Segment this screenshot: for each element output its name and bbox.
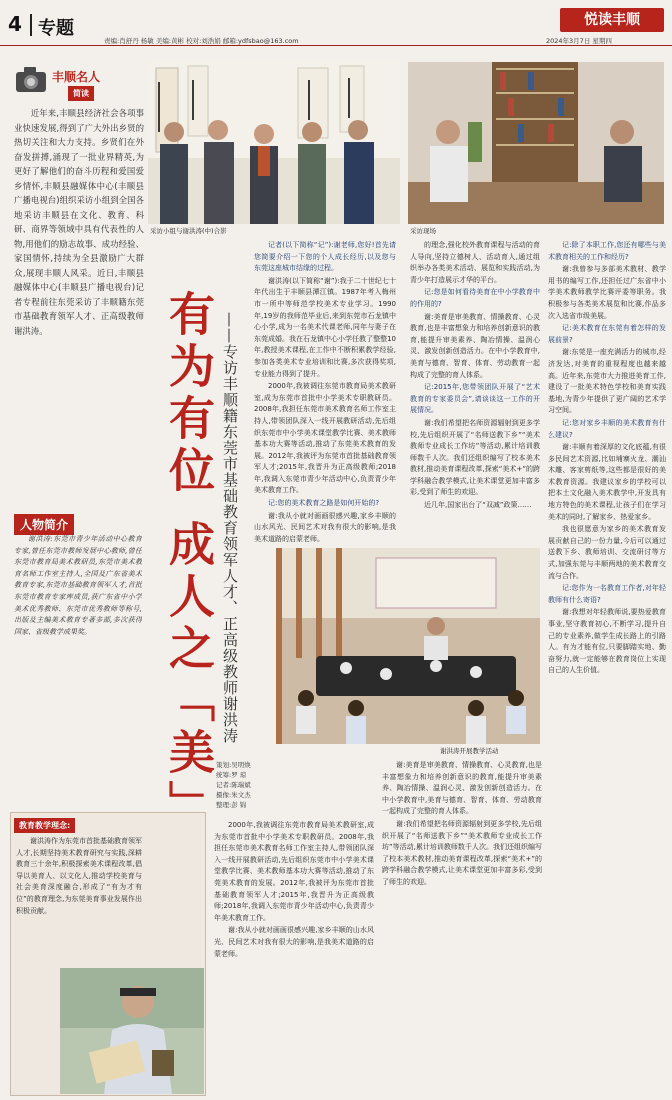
caption-teaching-photo: 谢洪涛开展教学活动 — [440, 747, 499, 755]
issue-date: 2024年3月7日 星期四 — [546, 37, 612, 45]
page-number: 4 — [8, 12, 22, 36]
camera-icon — [14, 64, 48, 94]
profile-label: 人物简介 — [14, 514, 74, 535]
intro-text: 近年来,丰顺县经济社会各项事业快速发展,得到了广大外出乡贤的热切关注和大力支持。乡贤们在外奋发拼搏,涌现了一批业界精英,为更好了解他们的奋斗历程和爱国爱乡情怀,丰顺县融媒体中心(丰顺县广播电视台)组织采访小组到全国各地采访丰顺县在文化、教育、科研、商界等领域中具有代表性的人物,用他们的励志故事、成功经验、家国情怀,持续为全县激励广大群众,展现丰顺人风采。近日,丰顺县融媒体中心(丰顺县广播电视台)记者专程前往东莞采访了丰顺籍东莞市基础教育领军人才、正高级教师谢洪涛。 — [14, 108, 144, 336]
profile-text: 谢洪涛:东莞市青少年活动中心教育专家,曾任东莞市教师发展中心教师,曾任东莞市教育局美术教研员,东莞市美术教育名师工作室主持人,全国及广东省美术教育专家,东莞市基础教育领军人才,首批东莞市教育专家库成员,获广东省中小学美术优秀教师、东莞市优秀教师等称号,出版及主编美术教育专著多部,多次获得国家、省级教学成果奖。 — [14, 535, 142, 636]
article-title: 有为有位 成人之「美」 — [162, 290, 216, 833]
section-title: 专题 — [38, 18, 74, 39]
caption-group-photo: 采访小组与谢洪涛(中)合影 — [150, 227, 227, 235]
credit-line: 记者:陈瑞斌 — [216, 781, 251, 789]
portrait-photo — [60, 968, 204, 1094]
header-divider — [30, 14, 32, 36]
credit-line: 摄像:朱文杰 — [216, 791, 251, 799]
education-text: 谢洪涛作为东莞市首批基础教育领军人才,长期坚持美术教育研究与实践,深耕教育三十余年,积极探索美术课程改革,倡导以美育人、以文化人,推动学校美育与社会美育深度融合,形成了“有为才有位”的教育理念,为东莞美育事业发展作出积极贡献。 — [16, 837, 142, 915]
credit-line: 策划:吴明焕 — [216, 761, 251, 769]
credit-line: 统筹:罗 琼 — [216, 771, 247, 779]
education-label: 教育教学理念: — [14, 818, 75, 833]
interview-photo — [408, 62, 664, 224]
body-column-2: 的理念,强化校外教育课程与活动的育人导向,坚持立德树人、活动育人,通过组织举办各类美术活动、展览和实践活动,为青少年打造展示才华的平台。 记:您是如何看待美育在中小学教育中的作用的? 谢:美育是审美教育、情操教育、心灵教育,也是丰富想象力和培养创新意识的教育,能提升审美素养、陶冶情操、温润心灵、激发创新创造活力。在中小学教育中,美育与德育、智育、体育、劳动教育一起构成了完整的育人体系。 记:2015年,您带领团队开展了“艺术教育的专家委员会”,请谈谈这一工作的开展情况。 谢:我们希望把名师资源辐射到更多学校,先后组织开展了“名师送教下乡”“美术教师专业成长工作坊”等活动,累计培训教师数千人次。我们还组织编写了校本美术教材,推动美育课程改革,探索“美术+”的跨学科融合教学模式,让美术课堂更加丰富多彩,受到了师生的欢迎。 近几年,国家出台了“双减”政策…… — [410, 241, 540, 510]
article-subtitle: ——专访丰顺籍东莞市基础教育领军人才、正高级教师谢洪涛 — [221, 312, 239, 744]
body-column-1: 记者(以下简称“记”):谢老师,您好!首先请您简要介绍一下您的个人成长经历,以及您与东莞这座城市结缘的过程。 谢洪涛(以下简称“谢”):我于二十世纪七十年代出生于丰顺县潭江镇。1987年考入梅州市一所中等师范学校美术专业学习。1990年,19岁的我师范毕业后,来到东莞市石龙镇中心小学,成为一名美术代课老师,同年与妻子在东莞成婚。我在石龙镇中心小学任教了整整10年,教授美术课程,在工作中不断积累教学经验,参加各类美术专业培训和比赛,多次获得奖项,专业能力得到了提升。 2000年,我被调往东莞市教育局美术教研室,成为东莞市首批中小学美术专职教研员。2008年,我担任东莞市美术教育名师工作室主持人,带领团队深入一线开展教研活动,先后组织东莞市中小学美术课堂教学比赛、美术教师基本功大赛等活动,推动了东莞美术教育的发展。2012年,我被评为东莞市首批基础教育领军人才;2015年,我晋升为正高级教师;2018年,我调入东莞市青少年活动中心,负责青少年美术教育工作。 记:您的美术教育之路是如何开始的? 谢:我从小就对画画很感兴趣,家乡丰顺的山水风光、民间艺术对我有很大的影响,是我美术道路的启蒙老师。 — [254, 241, 396, 543]
caption-interview-photo: 采访现场 — [410, 227, 436, 235]
editor-credits: 责编:肖舒丹 杨敏 美编:黄彬 校对:刘浩娟 邮箱:ydfsbao@163.com — [104, 37, 299, 45]
teaching-photo — [276, 548, 540, 744]
credits-list — [216, 760, 251, 810]
column-label: 丰顺名人 — [52, 70, 101, 84]
body-column-lower-1: 2000年,我被调往东莞市教育局美术教研室,成为东莞市首批中小学美术专职教研员。2008年,我担任东莞市美术教育名师工作室主持人,带领团队深入一线开展教研活动,先后组织东莞市中小学美术课堂教学比赛、美术教师基本功大赛等活动,推动了东莞美术教育的发展。2012年,我被评为东莞市首批基础教育领军人才;2015年,我晋升为正高级教师;2018年,我调入东莞市青少年活动中心,负责青少年美术教育工作。 谢:我从小就对画画很感兴趣,家乡丰顺的山水风光、民间艺术对我有很大的影响,是我美术道路的启蒙老师。 — [214, 821, 374, 958]
page-header — [0, 0, 672, 46]
body-column-3: 记:除了本职工作,您还有哪些与美术教育相关的工作和经历? 谢:我曾参与多部美术教材、教学用书的编写工作,还担任过广东省中小学美术教师教学比赛评委等职务。我积极参与各类美术展览和比赛,作品多次入选省市级美展。 记:美术教育在东莞有着怎样的发展前景? 谢:东莞是一座充满活力的城市,经济发达,对美育的重视程度也越来越高。近年来,东莞市大力推进美育工作,建设了一批美术特色学校和美育实践基地,为青少年提供了更广阔的艺术学习空间。 记:您对家乡丰顺的美术教育有什么建议? 谢:丰顺有着深厚的文化底蕴,有很多民间艺术资源,比如埔寨火龙、潮汕木雕、客家剪纸等,这些都是很好的美术教育资源。我建议家乡的学校可以把本土文化融入美术教学中,开发具有地方特色的美术课程,让孩子们在学习美术的同时,了解家乡、热爱家乡。 我也很愿意为家乡的美术教育发展贡献自己的一份力量,今后可以通过送教下乡、教师培训、交流研讨等方式,加强东莞与丰顺两地的美术教育交流与合作。 记:您作为一名教育工作者,对年轻教师有什么寄语? 谢:我想对年轻教师说,要热爱教育事业,坚守教育初心,不断学习,提升自己的专业素养,做学生成长路上的引路人。有为才能有位,只要脚踏实地、勤奋努力,就一定能够在教育岗位上实现自己的人生价值。 — [548, 241, 666, 675]
column-logo: 悦读丰顺 — [560, 8, 664, 32]
column-sublabel: 简读 — [68, 86, 94, 101]
credit-line: 整理:彭 锦 — [216, 801, 247, 809]
body-column-lower-2: 谢:美育是审美教育、情操教育、心灵教育,也是丰富想象力和培养创新意识的教育,能提升审美素养、陶冶情操、温润心灵、激发创新创造活力。在中小学教育中,美育与德育、智育、体育、劳动教育一起构成了完整的育人体系。 谢:我们希望把名师资源辐射到更多学校,先后组织开展了“名师送教下乡”“美术教师专业成长工作坊”等活动,累计培训教师数千人次。我们还组织编写了校本美术教材,推动美育课程改革,探索“美术+”的跨学科融合教学模式,让美术课堂更加丰富多彩,受到了师生的欢迎。 — [382, 761, 542, 886]
group-photo — [148, 62, 400, 224]
